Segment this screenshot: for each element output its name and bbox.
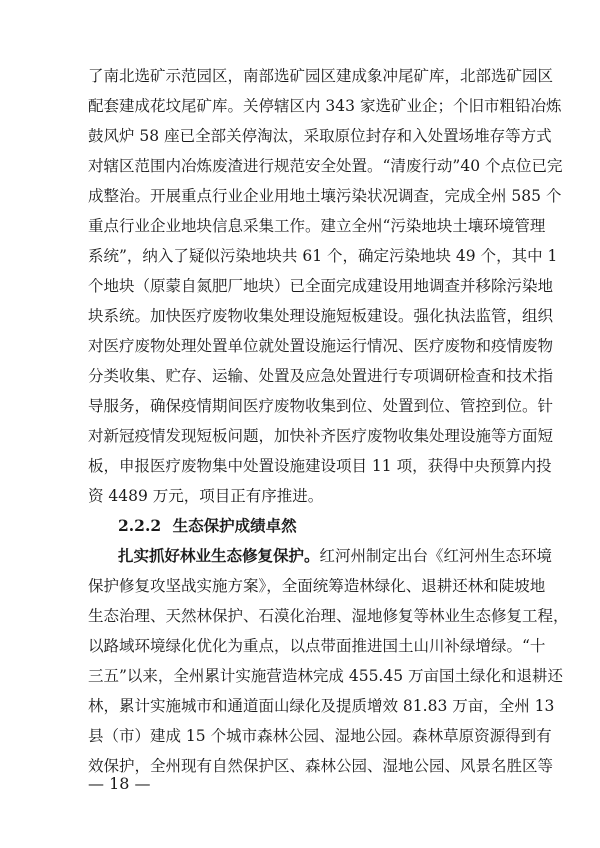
text-line: 个地块（原蒙自氮肥厂地块）已全面完成建设用地调查并移除污染地 xyxy=(88,277,554,295)
text-line: 生态治理、天然林保护、石漠化治理、湿地修复等林业生态修复工程， xyxy=(88,607,569,625)
text-line xyxy=(118,544,553,568)
section-heading xyxy=(118,514,297,538)
text-line: 保护修复攻坚战实施方案》，全面统筹造林绿化、退耕还林和陡坡地 xyxy=(88,577,546,595)
text-line: 成整治。开展重点行业企业用地土壤污染状况调查，完成全州 585 个 xyxy=(88,187,562,205)
text-line: 对辖区范围内冶炼废渣进行规范安全处置。“清废行动”40 个点位已完 xyxy=(88,157,563,175)
text-line: 了南北选矿示范园区，南部选矿园区建成象冲尾矿库，北部选矿园区 xyxy=(88,67,554,85)
text-line: 分类收集、贮存、运输、处置及应急处置进行专项调研检查和技术指 xyxy=(88,367,554,385)
text-line: 导服务，确保疫情期间医疗废物收集到位、处置到位、管控到位。针 xyxy=(88,397,554,415)
text-line: 林，累计实施城市和通道面山绿化及提质增效 81.83 万亩，全州 13 xyxy=(88,697,555,715)
page-number: — 18 — xyxy=(88,774,151,793)
text-line: 三五”以来，全州累计实施营造林完成 455.45 万亩国土绿化和退耕还 xyxy=(88,667,564,685)
text-line: 板，申报医疗废物集中处置设施建设项目 11 项，获得中央预算内投 xyxy=(88,457,552,475)
paragraph-lead: 扎实抓好林业生态修复保护。 xyxy=(118,546,320,565)
text-line: 对医疗废物处理处置单位就处置设施运行情况、医疗废物和疫情废物 xyxy=(88,337,554,355)
section-number: 2.2.2 xyxy=(118,516,162,535)
text-line: 对新冠疫情发现短板问题，加快补齐医疗废物收集处理设施等方面短 xyxy=(88,427,554,445)
text-line: 资 4489 万元，项目正有序推进。 xyxy=(88,487,324,505)
text-line: 系统”，纳入了疑似污染地块共 61 个，确定污染地块 49 个，其中 1 xyxy=(88,247,558,265)
text-line: 配套建成花坟尾矿库。关停辖区内 343 家选矿业企；个旧市粗铅冶炼 xyxy=(88,97,562,115)
text-line: 效保护，全州现有自然保护区、森林公园、湿地公园、风景名胜区等 xyxy=(88,757,554,775)
section-title: 生态保护成绩卓然 xyxy=(172,516,297,535)
text-line: 鼓风炉 58 座已全部关停淘汰，采取原位封存和入处置场堆存等方式 xyxy=(88,127,552,145)
text-line: 块系统。加快医疗废物收集处理设施短板建设。强化执法监管，组织 xyxy=(88,307,554,325)
text-line: 重点行业企业地块信息采集工作。建立全州“污染地块土壤环境管理 xyxy=(88,217,546,235)
text-line: 县（市）建成 15 个城市森林公园、湿地公园。森林草原资源得到有 xyxy=(88,727,552,745)
text-line: 以路域环境绿化优化为重点，以点带面推进国土山川补绿增绿。“十 xyxy=(88,637,546,655)
paragraph-lead-rest: 红河州制定出台《红河州生态环境 xyxy=(319,547,553,565)
